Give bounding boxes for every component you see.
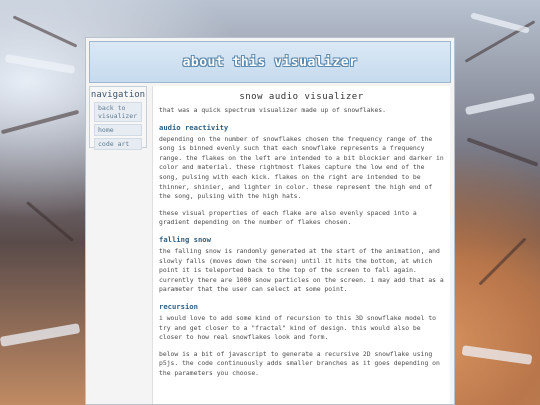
section-heading-recursion: recursion xyxy=(159,301,198,311)
content-frame xyxy=(85,37,455,405)
navigation-title: navigation xyxy=(90,90,146,100)
paragraph: below is a bit of javascript to generate a recursive 2D snowflake using p5js. the code continuously adds smaller branches as it goes depending on the parameters you choose. xyxy=(159,349,440,377)
section-heading-falling-snow: falling snow xyxy=(159,234,211,244)
nav-link-home[interactable]: home xyxy=(94,124,142,136)
navigation-sidebar xyxy=(89,86,147,148)
nav-link-code-art[interactable]: code art xyxy=(94,138,142,150)
paragraph: i would love to add some kind of recursion to this 3D snowflake model to try and get closer to a "fractal" kind of design. this would also be closer to how real snowflakes look and form. xyxy=(159,313,437,342)
page-header-title: about this visualizer xyxy=(182,54,358,70)
intro-paragraph: that was a quick spectrum visualizer made up of snowflakes. xyxy=(159,106,387,114)
main-content xyxy=(152,86,450,404)
paragraph: these visual properties of each flake are also evenly spaced into a gradient depending on the number of flakes chosen. xyxy=(159,208,417,227)
section-heading-audio-reactivity: audio reactivity xyxy=(159,122,229,132)
nav-link-back-to-visualizer[interactable]: back to visualizer xyxy=(94,102,142,122)
page-title: snow audio visualizer xyxy=(239,92,364,102)
paragraph: depending on the number of snowflakes chosen the frequency range of the song is binned evenly such that each snowflake represents a frequency range. the flakes on the left are intended to a bit blockier and darker in color and material. these rightmost flakes capture the low end of the song, pulsing with each kick. flakes on the right are intended to be thinner, shinier, and lighter in color. these represent the high end of the song, pulsing with the high hats. xyxy=(159,134,444,201)
paragraph: the falling snow is randomly generated at the start of the animation, and slowly falls (moves down the screen) until it hits the bottom, at which point it is teleported back to the top of the screen to fall again. currently there are 1000 snow particles on the screen. i may add that as a parameter that the user can select at some point. xyxy=(159,246,444,294)
page-header xyxy=(89,41,451,83)
